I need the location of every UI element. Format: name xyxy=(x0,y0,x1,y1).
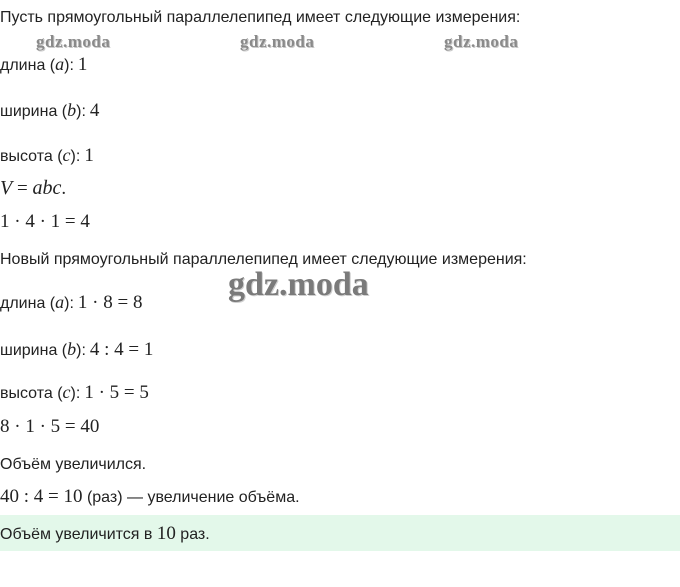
new-width-close: ): xyxy=(76,342,86,359)
width-value: 4 xyxy=(89,100,100,121)
intro-text: Пусть прямоугольный параллелепипед имеет следующие измерения: xyxy=(0,9,521,26)
new-length-label: длина ( xyxy=(0,295,56,312)
answer-value: 10 xyxy=(156,523,176,544)
width-var: b xyxy=(67,100,77,120)
new-width-var: b xyxy=(67,339,77,359)
width-label: ширина ( xyxy=(0,103,68,120)
length-var: a xyxy=(55,54,65,74)
new-width xyxy=(0,339,153,361)
watermark: gdz.moda xyxy=(240,32,315,51)
watermark: gdz.moda xyxy=(444,32,519,51)
new-height-var: c xyxy=(62,382,71,402)
new-volume-calc: 8 · 1 · 5 = 40 xyxy=(0,416,100,437)
new-width-label: ширина ( xyxy=(0,342,68,359)
new-height-value: 1 · 5 = 5 xyxy=(84,382,149,403)
watermark-large: gdz.moda xyxy=(228,266,369,303)
ratio-line xyxy=(0,487,300,508)
new-length xyxy=(0,292,142,314)
original-volume-calc: 1 · 4 · 1 = 4 xyxy=(0,211,90,232)
formula-eq: = xyxy=(12,178,33,199)
new-width-value: 4 : 4 = 1 xyxy=(89,339,154,360)
formula-v: V xyxy=(0,177,13,199)
original-length xyxy=(0,54,87,76)
watermark: gdz.moda xyxy=(36,32,111,51)
formula-abc: abc xyxy=(32,177,62,199)
original-height xyxy=(0,145,94,167)
ratio-expr: 40 : 4 = 10 xyxy=(0,486,83,507)
answer-prefix: Объём увеличится в xyxy=(0,526,157,543)
width-close: ): xyxy=(76,103,86,120)
new-height-label: высота ( xyxy=(0,385,63,402)
new-intro-text: Новый прямоугольный параллелепипед имеет следующие измерения: xyxy=(0,251,527,268)
new-height-close: ): xyxy=(70,385,81,402)
original-width xyxy=(0,100,99,122)
length-label: длина ( xyxy=(0,57,56,74)
height-label: высота ( xyxy=(0,148,63,165)
new-height xyxy=(0,382,149,404)
conclusion-text: Объём увеличился. xyxy=(0,456,147,473)
volume-formula xyxy=(0,178,66,200)
ratio-text: (раз) — увеличение объёма. xyxy=(82,489,300,506)
answer-suffix: раз. xyxy=(175,526,210,543)
answer-line xyxy=(0,524,210,545)
height-var: c xyxy=(62,145,71,165)
height-close: ): xyxy=(70,148,81,165)
formula-dot: . xyxy=(61,178,67,199)
length-close: ): xyxy=(64,57,74,74)
height-value: 1 xyxy=(84,145,94,166)
new-length-value: 1 · 8 = 8 xyxy=(77,292,143,313)
new-length-close: ): xyxy=(64,295,74,312)
new-length-var: a xyxy=(55,292,65,312)
length-value: 1 xyxy=(77,54,88,75)
